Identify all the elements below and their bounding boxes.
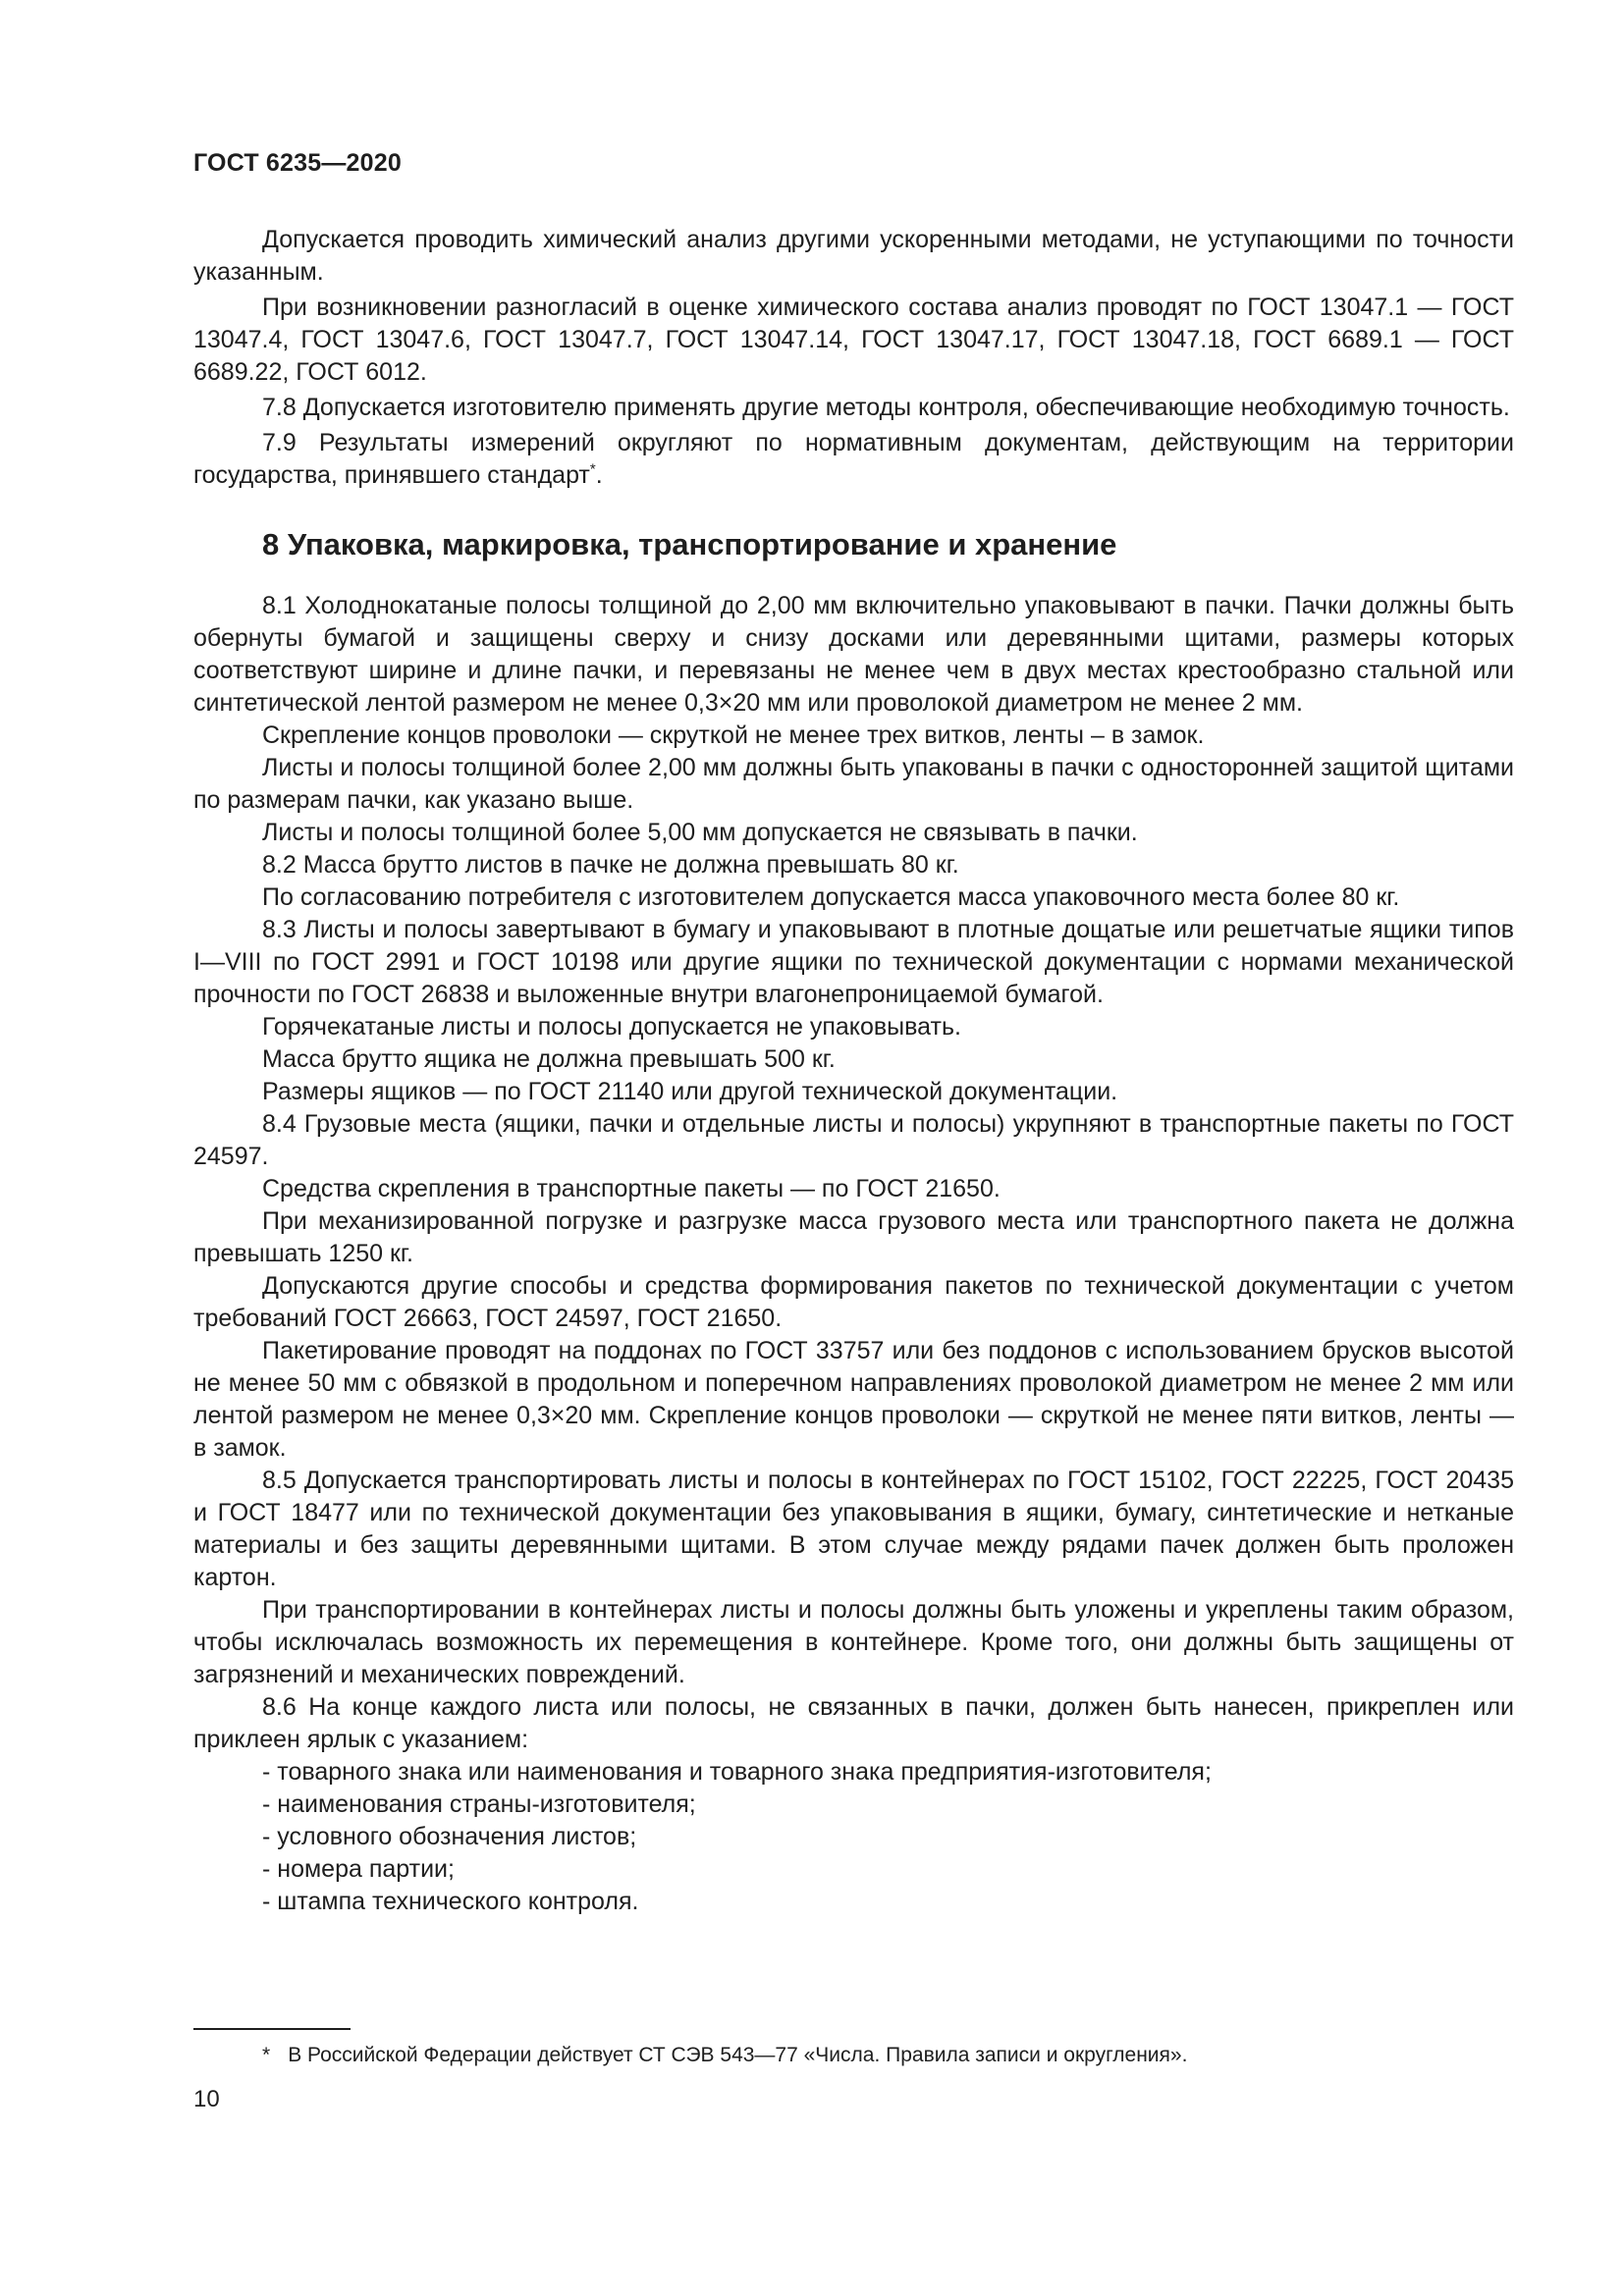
footnote-reference-mark: * (589, 460, 596, 478)
paragraph: Средства скрепления в транспортные пакеты — по ГОСТ 21650. (262, 1175, 1001, 1202)
paragraph: Размеры ящиков — по ГОСТ 21140 или другой технической документации. (262, 1078, 1118, 1105)
paragraph: Масса брутто ящика не должна превышать 500 кг. (262, 1045, 836, 1073)
page-body (193, 224, 1514, 1918)
footnote-separator (193, 2028, 351, 2030)
document-code-header: ГОСТ 6235—2020 (193, 149, 402, 177)
paragraph: Листы и полосы толщиной более 5,00 мм допускается не связывать в пачки. (262, 819, 1138, 846)
paragraph: При механизированной погрузке и разгрузке масса грузового места или транспортного пакета не должна превышать 1250 кг. (193, 1207, 1514, 1267)
paragraph: Допускаются другие способы и средства формирования пакетов по технической документации с учетом требований ГОСТ 26663, ГОСТ 24597, ГОСТ 21650. (193, 1272, 1514, 1332)
paragraph: При возникновении разногласий в оценке химического состава анализ проводят по ГОСТ 13047.1 — ГОСТ 13047.4, ГОСТ 13047.6, ГОСТ 13047.7, ГОСТ 13047.14, ГОСТ 13047.17, ГОСТ 13047.18, ГОСТ 6689.1 — ГОСТ 6689.22, ГОСТ 6012. (193, 294, 1514, 386)
list-item: - товарного знака или наименования и товарного знака предприятия-изготовителя; (262, 1758, 1212, 1786)
paragraph: При транспортировании в контейнерах листы и полосы должны быть уложены и укреплены таким образом, чтобы исключалась возможность их перемещения в контейнере. Кроме того, они должны быть защищены от загрязнений и механических повреждений. (193, 1596, 1514, 1688)
paragraph: Пакетирование проводят на поддонах по ГОСТ 33757 или без поддонов с использованием брусков высотой не менее 50 мм с обвязкой в продольном и поперечном направлениях проволокой диаметром не менее 2 мм или лентой размером не менее 0,3×20 мм. Скрепление концов проволоки — скруткой не менее пяти витков, ленты — в замок. (193, 1337, 1514, 1462)
paragraph: Горячекатаные листы и полосы допускается не упаковывать. (262, 1013, 961, 1041)
paragraph: 8.6 На конце каждого листа или полосы, не связанных в пачки, должен быть нанесен, прикреплен или приклеен ярлык с указанием: (193, 1693, 1514, 1753)
paragraph-clause-7-9 (193, 427, 1514, 492)
footnote-text: В Российской Федерации действует СТ СЭВ 543—77 «Числа. Правила записи и округления». (288, 2044, 1188, 2066)
paragraph: По согласованию потребителя с изготовителем допускается масса упаковочного места более 80 кг. (262, 883, 1400, 911)
paragraph: 8.3 Листы и полосы завертывают в бумагу и упаковывают в плотные дощатые или решетчатые ящики типов I—VIII по ГОСТ 2991 и ГОСТ 10198 или другие ящики по технической документации с нормами механической прочности по ГОСТ 26838 и выложенные внутри влагонепроницаемой бумагой. (193, 916, 1514, 1008)
paragraph: Скрепление концов проволоки — скруткой не менее трех витков, ленты – в замок. (262, 721, 1205, 749)
list-item: - условного обозначения листов; (262, 1823, 637, 1850)
paragraph: 8.4 Грузовые места (ящики, пачки и отдельные листы и полосы) укрупняют в транспортные пакеты по ГОСТ 24597. (193, 1110, 1514, 1170)
footnote (262, 2042, 1514, 2069)
list-item: - номера партии; (262, 1855, 455, 1883)
paragraph: 8.5 Допускается транспортировать листы и полосы в контейнерах по ГОСТ 15102, ГОСТ 22225, ГОСТ 20435 и ГОСТ 18477 или по технической документации без упаковывания в ящики, бумагу, синтетические и нетканые материалы и без защиты деревянными щитами. В этом случае между рядами пачек должен быть проложен картон. (193, 1467, 1514, 1591)
paragraph: 7.8 Допускается изготовителю применять другие методы контроля, обеспечивающие необходимую точность. (262, 394, 1510, 421)
section-heading: 8 Упаковка, маркировка, транспортирование и хранение (262, 527, 1117, 561)
page-number: 10 (193, 2086, 220, 2112)
paragraph: 8.2 Масса брутто листов в пачке не должна превышать 80 кг. (262, 851, 959, 879)
clause-text: 7.9 Результаты измерений округляют по нормативным документам, действующим на территории государства, принявшего стандарт (193, 429, 1514, 489)
list-item: - штампа технического контроля. (262, 1888, 639, 1915)
clause-tail: . (595, 461, 603, 489)
paragraph: Допускается проводить химический анализ другими ускоренными методами, не уступающими по точности указанным. (193, 226, 1514, 286)
paragraph: Листы и полосы толщиной более 2,00 мм должны быть упакованы в пачки с односторонней защитой щитами по размерам пачки, как указано выше. (193, 754, 1514, 814)
paragraph: 8.1 Холоднокатаные полосы толщиной до 2,00 мм включительно упаковывают в пачки. Пачки должны быть обернуты бумагой и защищены сверху и снизу досками или деревянными щитами, размеры которых соответствуют ширине и длине пачки, и перевязаны не менее чем в двух местах крестообразно стальной или синтетической лентой размером не менее 0,3×20 мм или проволокой диаметром не менее 2 мм. (193, 592, 1514, 717)
footnote-mark: * (262, 2044, 271, 2066)
list-item: - наименования страны-изготовителя; (262, 1790, 696, 1818)
